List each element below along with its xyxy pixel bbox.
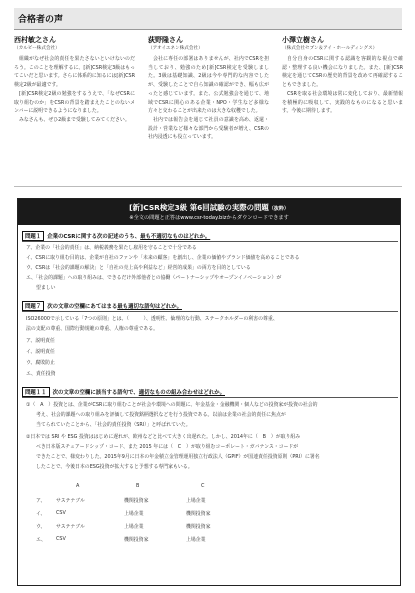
table-cell: 上場企業 xyxy=(124,511,144,517)
table-header-cell: A xyxy=(76,483,80,489)
question-label: 問題１ xyxy=(22,231,44,241)
testimonial-body xyxy=(148,55,269,142)
table-row xyxy=(36,536,286,544)
table-row xyxy=(36,497,286,505)
question-text: 次の文章の空欄に該当する語句で、 xyxy=(52,390,139,396)
table-row xyxy=(36,510,286,518)
table-header-cell: B xyxy=(136,483,140,489)
question-body-line: ①（ A ）投資とは、企業がCSRに取り組むことが社会や環境への問題に、年金基金・金融機関・個人などの投資家が投資の社会的 xyxy=(26,402,318,408)
testimonial-body xyxy=(282,55,403,116)
testimonial-name: 小澤立樹さん xyxy=(282,36,324,44)
table-cell: 機関投資家 xyxy=(186,524,211,530)
question-text: 企業のCSRに関する次の記述のうち、 xyxy=(47,234,141,240)
table-row xyxy=(36,523,286,531)
question-text: 次の文章の空欄にあてはまる xyxy=(47,304,118,310)
testimonial-name: 荻野隆さん xyxy=(148,36,183,44)
question-rule xyxy=(22,311,398,312)
option-line: ア、説明責任 xyxy=(26,338,55,344)
testimonial-paragraph: 会社に専任の部署はありませんが、社内でCSRを担当しており、勉強のため[新]CSR検定を受験しました。3級は基礎知識、2級は今や専門的な内容でしたが、受験したことで自ら知識の確認ができ、幅も広がったと感じています。また、公式勉強会を通じて、地域でCSRに関心のある企業・NPO・学生など多様な方々と交わることが出来たのは大きな収穫でした。 xyxy=(148,56,269,115)
testimonial-3 xyxy=(282,36,403,186)
testimonial-org: （カルビー株式会社） xyxy=(14,46,60,51)
question-emphasis: 適切なものの組み合わせはどれか。 xyxy=(138,390,225,396)
option-line: ウ、CSRは「社会的課題の解決」と「自社の売上高や利益など」経営的成果」の両方を目的としている xyxy=(26,265,251,271)
question-emphasis: 最も不適切なものはどれか。 xyxy=(140,234,211,240)
testimonial-paragraph: 組織がなぜ社会的責任を果たさないといけないのだろう。このことを理解するに、[新]CSR検定3級はもってこいだと思います。さらに体系的に知るには[新]CSR検定2級が最適です。 xyxy=(14,56,135,89)
exam-title-text: [新]CSR検定3級 第6回試験の実際の問題 xyxy=(129,203,269,212)
testimonial-1 xyxy=(14,36,135,186)
option-line: エ、責任投資 xyxy=(26,371,56,377)
question-label: 問題７ xyxy=(22,301,44,311)
table-cell: 上場企業 xyxy=(186,498,206,504)
table-cell: ウ、 xyxy=(36,524,46,530)
question-body-line: したことで、今後日本のESG投資が拡大すると予想する専門家もいる。 xyxy=(36,464,193,470)
table-cell: CSV xyxy=(56,510,66,516)
table-cell: 機関投資家 xyxy=(186,511,211,517)
question-rule xyxy=(22,241,398,242)
testimonial-body xyxy=(14,55,135,125)
exam-title xyxy=(18,202,400,213)
answer-table-header xyxy=(36,483,286,491)
exam-title-suffix: （抜粋） xyxy=(268,206,289,212)
testimonial-2 xyxy=(148,36,269,186)
question-body-line: できたことで、様変わりした。2015年9月に日本の年金積立金管理運用独立行政法人（GPIF）が国連責任投資原則（PRI）に署名 xyxy=(36,454,320,460)
testimonial-name: 西村敏之さん xyxy=(14,36,56,44)
testimonials xyxy=(14,36,402,186)
testimonial-paragraph: CSRを取る社会環境は常に変化しており、最新情報を積極的に吸収して、実践的なものになると思います。今後に期待します。 xyxy=(282,90,403,115)
table-cell: 機関投資家 xyxy=(124,537,149,543)
question-7-header xyxy=(22,301,396,311)
table-cell: エ、 xyxy=(36,537,46,543)
question-body-line: ISO26000で示している「7つの原則」とは、（ ）、透明性、倫理的な行動、ステークホルダーの利害の尊重、 xyxy=(26,316,278,322)
section-title: 合格者の声 xyxy=(18,15,64,25)
question-rule xyxy=(22,397,398,398)
option-line: エ、「社会的課題」への取り組みは、できるだけ外部他者との協働（パートナーシップやオープンイノベーション）が xyxy=(26,275,282,281)
table-cell: ア、 xyxy=(36,498,46,504)
question-body-line: 法の支配の尊重、国際行動規範の尊重、人権の尊重である。 xyxy=(26,326,159,332)
testimonial-org: （株式会社セブン＆アイ・ホールディングス） xyxy=(282,46,378,51)
exam-box xyxy=(17,198,401,586)
question-body-line: 当てられていたことから、「社会的責任投資（SRI）」と呼ばれていた。 xyxy=(36,422,191,428)
testimonial-paragraph: 社内では報告会を通じて社員の意識を高め、返還・設計・営業など様々な部門から受験者が増え、CSRの社内浸透にも役立っています。 xyxy=(148,116,269,141)
option-line: イ、CSRに取り組む目的は、企業が自社のファンや「未来の顧客」を創出し、企業の価値やブランド価値を高めることである xyxy=(26,255,300,261)
exam-subtitle: ※全文の問題と正答はwww.csr-today.bizからダウンロードできます xyxy=(129,215,289,221)
question-body-line: 考え、社会的課題への取り組みを評価して投資銘柄選択などを行う投資である。以前は企業の社会的責任に焦点が xyxy=(36,412,286,418)
table-cell: イ、 xyxy=(36,511,46,517)
question-body-line: べき日本版スチュアードシップ・コード、また 2015 年には（ C ）が取り組むコーポレート・ガバナンス・コードが xyxy=(36,444,299,450)
option-line: ウ、腐敗防止 xyxy=(26,360,55,366)
section-header xyxy=(14,8,402,30)
testimonial-paragraph: 自分自身のCSRに関する認識を客観的な視点で確認・整理する良い機会になりました。また、[新]CSR検定を通じてCSRの歴史的背景を改めて再確認することもできました。 xyxy=(282,56,403,89)
table-cell: 機関投資家 xyxy=(124,498,149,504)
testimonial-org: （アオイエネン株式会社） xyxy=(148,46,203,51)
option-line: イ、説明責任 xyxy=(26,349,55,355)
question-body-line: ②日本では SRI や ESG 投資ははじめに遅れが、欧州などと比べて大きく出遅れた。しかし、2014年に（ B ）が取り組み xyxy=(26,434,301,440)
testimonial-paragraph: [新]CSR検定2級の勉強をするうえで、「なぜCSRに取り組むのか」をCSRの背景を踏まえたことのないメンバーに説明できるようになりました。 xyxy=(14,90,135,115)
option-line: ア、企業の「社会的責任」は、納税義務を果たし雇用を守ることで十分である xyxy=(26,245,197,251)
question-label: 問題１１ xyxy=(22,387,50,397)
testimonial-paragraph: みなさんも、ぜひ2級まで受験してみてください。 xyxy=(19,116,130,123)
question-1-header xyxy=(22,231,396,241)
question-11-header xyxy=(22,387,396,397)
option-line: 望ましい xyxy=(36,285,56,291)
question-emphasis: 最も適切な語句はどれか。 xyxy=(117,304,182,310)
table-cell: 上場企業 xyxy=(124,524,144,530)
table-cell: CSV xyxy=(56,536,66,542)
table-cell: サステナブル xyxy=(56,498,85,504)
table-header-cell: C xyxy=(201,483,205,489)
divider xyxy=(14,186,402,187)
table-cell: 上場企業 xyxy=(186,537,206,543)
table-cell: サステナブル xyxy=(56,524,85,530)
exam-title-bar xyxy=(18,199,400,225)
